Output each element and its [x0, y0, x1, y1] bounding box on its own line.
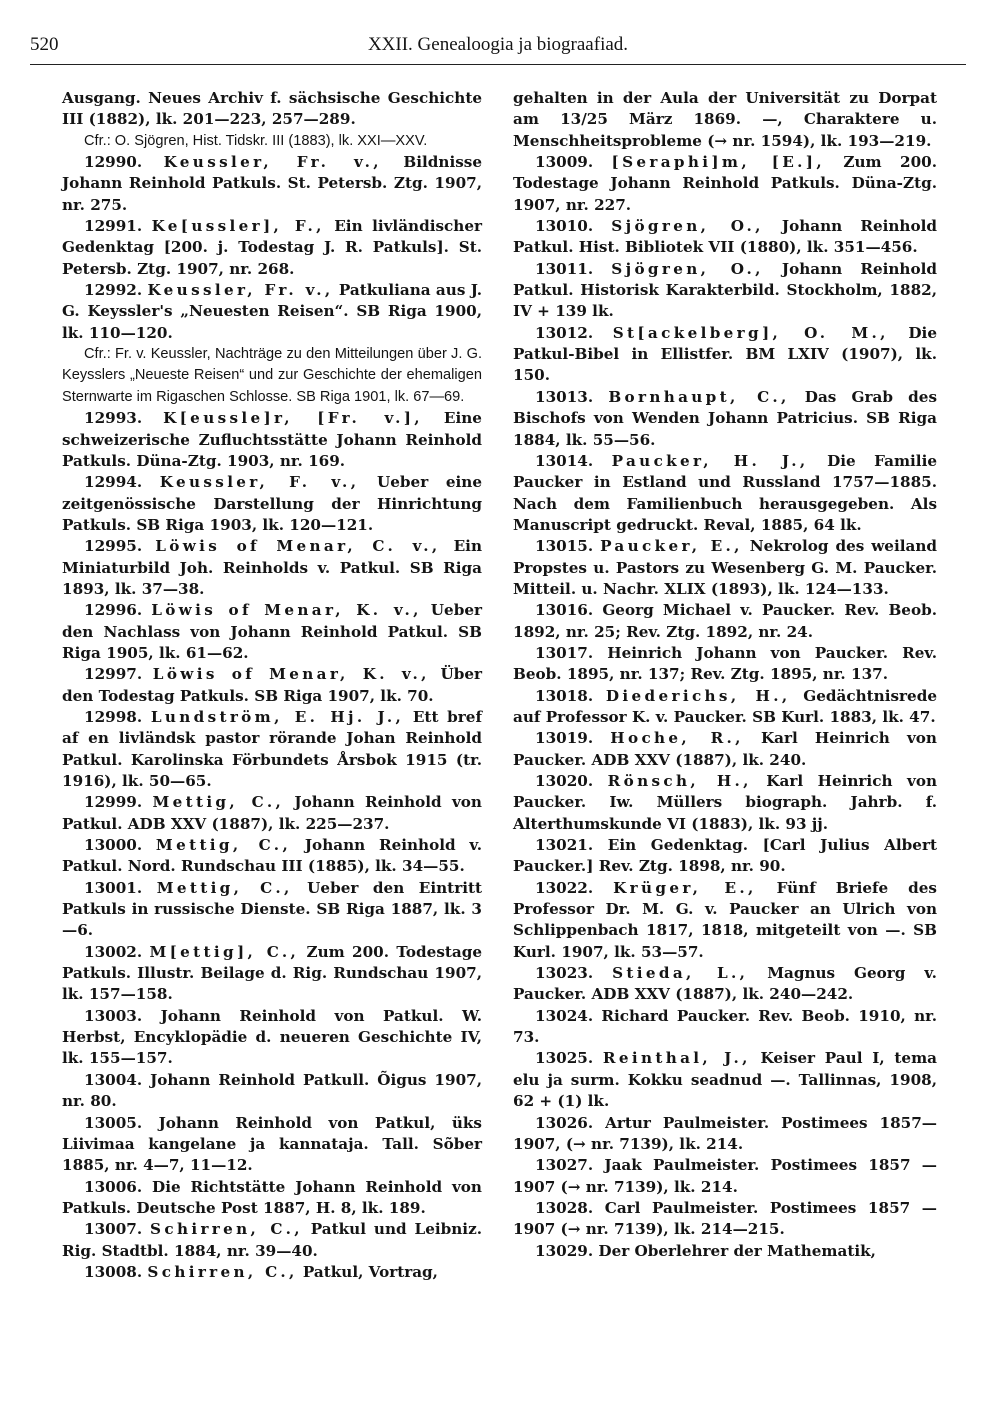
entry-author: Mettig, C., — [152, 793, 285, 812]
entry-number: 13002. — [84, 942, 143, 961]
entry-author: Paucker, E., — [600, 537, 743, 556]
entry-number: 13010. — [535, 217, 594, 236]
bibliography-entry — [62, 280, 482, 344]
entry-number: 13020. — [535, 772, 594, 790]
entry-author: K[eussle]r, [Fr. v.], — [163, 409, 423, 428]
entry-number: 13014. — [535, 451, 594, 470]
entry-author: Sjögren, O., — [611, 217, 764, 236]
bibliography-entry — [62, 152, 482, 216]
entry-number: 13018. — [535, 686, 594, 705]
entry-number: 13009. — [535, 153, 594, 172]
page-header — [30, 34, 966, 65]
entry-number: 13006. — [84, 1177, 143, 1196]
entry-number: 13027. — [535, 1156, 594, 1175]
entry-text: Ausgang. Neues Archiv f. sächsische Geschichte III (1882), lk. 201—223, 257—289. — [62, 89, 482, 129]
entry-number: 13005. — [84, 1113, 143, 1132]
entry-number: 12998. — [84, 707, 143, 726]
entry-text: Patkul, Vortrag, — [302, 1262, 438, 1281]
entry-text: Ein Miniaturbild Joh. Reinholds v. Patkul. SB Riga 1893, lk. 37—38. — [62, 537, 482, 598]
bibliography-entry — [62, 216, 482, 280]
bibliography-entry — [513, 88, 937, 152]
entry-number: 13007. — [84, 1220, 143, 1239]
entry-author: Mettig, C., — [155, 836, 292, 855]
entry-text: Der Oberlehrer der Mathematik, — [598, 1241, 876, 1260]
entry-author: Lundström, E. Hj. J., — [150, 707, 405, 726]
bibliography-entry — [513, 323, 937, 387]
entry-author: Rönsch, H., — [607, 772, 752, 790]
entry-number: 13024. — [535, 1006, 594, 1025]
page-number: 520 — [30, 34, 59, 55]
entry-author: Sjögren, O., — [611, 259, 764, 278]
entry-number: 12997. — [84, 665, 143, 684]
entry-text: Zum 200. Todestage Patkuls. Illustr. Beilage d. Rig. Rundschau 1907, lk. 157—158. — [62, 942, 483, 1004]
entry-text: Johann Reinhold v. Patkul. Nord. Rundschau III (1885), lk. 34—55. — [62, 836, 482, 876]
bibliography-entry — [62, 536, 482, 600]
entry-number: 13004. — [84, 1070, 143, 1089]
entry-text: Johann Reinhold von Patkul. W. Herbst, Encyklopädie d. neueren Geschichte IV, lk. 155—157. — [62, 1006, 482, 1068]
bibliography-entry — [62, 472, 482, 536]
entry-author: Löwis of Menar, C. v., — [155, 537, 441, 556]
bibliography-entry — [513, 451, 937, 536]
bibliography-entry — [513, 1048, 937, 1112]
entry-text: Johann Reinhold Patkul. Hist. Bibliotek VII (1880), lk. 351—456. — [513, 217, 937, 257]
entry-number: 12996. — [84, 601, 143, 620]
bibliography-entry — [513, 835, 937, 878]
bibliography-entry — [62, 131, 482, 152]
entry-author: Ke[ussler], F., — [151, 217, 325, 236]
entry-author: Keussler, F. v., — [159, 473, 360, 492]
entry-author: St[ackelberg], O. M., — [612, 323, 889, 342]
bibliography-entry — [513, 152, 937, 216]
entry-number: 13021. — [535, 836, 594, 855]
entry-text: Johann Reinhold von Patkul, üks Liivimaa kangelane ja kannataja. Tall. Sõber 1885, nr. 4—7, 11—12. — [62, 1113, 482, 1175]
entry-text: Ueber eine zeitgenössische Darstellung der Hinrichtung Patkuls. SB Riga 1903, lk. 120—121. — [62, 473, 482, 534]
bibliography-entry — [513, 963, 937, 1006]
entry-text: Cfr.: Fr. v. Keussler, Nachträge zu den Mitteilungen über J. G. Keysslers „Neueste Reisen“ und zur Geschichte der ehemaligen Sternwarte im Rigaschen Schlosse. SB Riga 1901, lk. 67—69. — [62, 346, 482, 405]
entry-text: Patkuliana aus J. G. Keyssler's „Neuesten Reisen“. SB Riga 1900, lk. 110—120. — [62, 281, 482, 342]
bibliography-entry — [62, 707, 482, 792]
entry-text: Karl Heinrich von Paucker. ADB XXV (1887), lk. 240. — [513, 729, 937, 769]
bibliography-entry — [513, 259, 937, 323]
entry-text: Richard Paucker. Rev. Beob. 1910, nr. 73. — [513, 1006, 938, 1047]
entry-number: 13016. — [535, 601, 594, 620]
bibliography-entry — [62, 1219, 482, 1262]
entry-text: Fünf Briefe des Professor Dr. M. G. v. Paucker an Ulrich von Schlippenbach 1817, 1818, mitgeteilt von —. SB Kurl. 1907, lk. 53—57. — [513, 878, 937, 961]
bibliography-entry — [513, 878, 937, 963]
left-column — [62, 88, 482, 1283]
entry-text: Eine schweizerische Zufluchtsstätte Johann Reinhold Patkuls. Düna-Ztg. 1903, nr. 169. — [62, 409, 482, 470]
entry-author: [Seraphi]m, [E.], — [611, 153, 825, 172]
entry-number: 13001. — [84, 878, 143, 897]
entry-number: 13015. — [535, 537, 594, 556]
entry-author: Paucker, H. J., — [611, 451, 809, 470]
entry-text: Ueber den Eintritt Patkuls in russische Dienste. SB Riga 1887, lk. 3—6. — [62, 878, 482, 940]
entry-text: Artur Paulmeister. Postimees 1857—1907, (→ nr. 7139), lk. 214. — [513, 1113, 937, 1153]
entry-number: 12993. — [84, 409, 143, 428]
entry-text: Carl Paulmeister. Postimees 1857 —1907 (→ nr. 7139), lk. 214—215. — [513, 1198, 937, 1239]
bibliography-entry — [62, 88, 482, 131]
entry-number: 13003. — [84, 1006, 143, 1025]
entry-text: Das Grab des Bischofs von Wenden Johann Patricius. SB Riga 1884, lk. 55—56. — [513, 387, 938, 449]
entry-author: Krüger, E., — [613, 878, 757, 897]
bibliography-entry — [513, 216, 937, 259]
entry-number: 13008. — [84, 1262, 143, 1281]
entry-text: Die Familie Paucker in Estland und Russland 1757—1885. Nach dem Familienbuch herausgegeben. Als Manuscript gedruckt. Reval, 1885, 64 lk. — [513, 451, 938, 534]
entry-text: Johann Reinhold Patkul. Historisk Karakterbild. Stockholm, 1882, IV + 139 lk. — [513, 259, 937, 321]
entry-text: Bildnisse Johann Reinhold Patkuls. St. Petersb. Ztg. 1907, nr. 275. — [62, 153, 482, 214]
bibliography-entry — [513, 643, 937, 686]
bibliography-entry — [62, 344, 482, 408]
entry-author: Keussler, Fr. v., — [147, 281, 334, 300]
entry-text: Cfr.: O. Sjögren, Hist. Tidskr. III (1883), lk. XXI—XXV. — [84, 132, 428, 149]
entry-text: Johann Reinhold von Patkul. ADB XXV (1887), lk. 225—237. — [62, 793, 482, 833]
bibliography-entry — [513, 728, 937, 771]
entry-text: Jaak Paulmeister. Postimees 1857 —1907 (→ nr. 7139), lk. 214. — [513, 1156, 937, 1196]
entry-text: Heinrich Johann von Paucker. Rev. Beob. 1895, nr. 137; Rev. Ztg. 1895, nr. 137. — [513, 643, 937, 684]
entry-number: 13022. — [535, 878, 594, 897]
entry-number: 12999. — [84, 793, 143, 812]
bibliography-entry — [62, 664, 482, 707]
entry-text: Johann Reinhold Patkull. Õigus 1907, nr. 80. — [62, 1070, 482, 1111]
running-head: XXII. Genealoogia ja biograafiad. — [367, 34, 629, 55]
entry-text: Ein livländischer Gedenktag [200. j. Todestag J. R. Patkuls]. St. Petersb. Ztg. 1907, nr. 268. — [62, 217, 482, 278]
entry-text: gehalten in der Aula der Universität zu Dorpat am 13/25 März 1869. —, Charaktere u. Menschheitsprobleme (→ nr. 1594), lk. 193—219. — [513, 89, 937, 150]
bibliography-entry — [513, 1155, 937, 1198]
entry-number: 13026. — [535, 1113, 594, 1132]
entry-author: Mettig, C., — [156, 878, 293, 897]
entry-number: 12994. — [84, 473, 143, 492]
entry-number: 12992. — [84, 281, 143, 300]
entry-text: Ett bref af en livländsk pastor rörande Johan Reinhold Patkul. Karolinska Förbundets Årsbok 1915 (tr. 1916), lk. 50—65. — [62, 707, 482, 790]
bibliography-entry — [62, 835, 482, 878]
entry-author: Bornhaupt, C., — [608, 387, 790, 406]
entry-text: Georg Michael v. Paucker. Rev. Beob. 1892, nr. 25; Rev. Ztg. 1892, nr. 24. — [513, 601, 937, 641]
entry-text: Karl Heinrich von Paucker. Iw. Müllers biograph. Jahrb. f. Alterthumskunde VI (1883), lk. 93 jj. — [513, 772, 937, 833]
entry-number: 13000. — [84, 836, 143, 855]
entry-text: Die Patkul-Bibel in Ellistfer. BM LXIV (1907), lk. 150. — [513, 323, 937, 385]
bibliography-entry — [513, 1113, 937, 1156]
entry-number: 13017. — [535, 643, 594, 662]
entry-author: Schirren, C., — [150, 1220, 303, 1239]
entry-text: Ueber den Nachlass von Johann Reinhold Patkul. SB Riga 1905, lk. 61—62. — [62, 601, 482, 662]
entry-number: 13023. — [535, 964, 594, 983]
bibliography-entry — [62, 1006, 482, 1070]
entry-number: 12991. — [84, 217, 143, 236]
bibliography-entry — [62, 942, 482, 1006]
bibliography-entry — [513, 1006, 937, 1049]
bibliography-entry — [62, 1177, 482, 1220]
entry-text: Ein Gedenktag. [Carl Julius Albert Paucker.] Rev. Ztg. 1898, nr. 90. — [513, 836, 937, 876]
entry-author: Stieda, L., — [612, 964, 749, 983]
bibliography-entry — [62, 878, 482, 942]
bibliography-entry — [62, 1070, 482, 1113]
entry-text: Keiser Paul I, tema elu ja surm. Kokku seadnud —. Tallinnas, 1908, 62 + (1) lk. — [513, 1049, 937, 1111]
entry-author: Keussler, Fr. v., — [163, 153, 382, 172]
bibliography-entry — [513, 1198, 937, 1241]
bibliography-entry — [62, 600, 482, 664]
entry-number: 12995. — [84, 537, 143, 556]
entry-text: Gedächtnisrede auf Professor K. v. Paucker. SB Kurl. 1883, lk. 47. — [513, 686, 937, 726]
bibliography-entry — [513, 387, 937, 451]
bibliography-entry — [62, 792, 482, 835]
bibliography-entry — [513, 686, 937, 729]
right-column — [513, 88, 937, 1262]
entry-author: Löwis of Menar, K. v., — [152, 665, 430, 684]
entry-text: Zum 200. Todestage Johann Reinhold Patkuls. Düna-Ztg. 1907, nr. 227. — [513, 153, 937, 214]
entry-number: 12990. — [84, 153, 143, 172]
entry-number: 13025. — [535, 1049, 594, 1068]
entry-number: 13029. — [535, 1241, 594, 1260]
entry-text: Nekrolog des weiland Propstes u. Pastors zu Wesenberg G. M. Paucker. Mitteil. u. Nachr. XLIX (1893), lk. 124—133. — [513, 537, 938, 598]
entry-text: Die Richtstätte Johann Reinhold von Patkuls. Deutsche Post 1887, H. 8, lk. 189. — [62, 1177, 482, 1217]
bibliography-entry — [62, 408, 482, 472]
entry-author: Reinthal, J., — [602, 1049, 751, 1068]
bibliography-entry — [513, 600, 937, 643]
entry-number: 13012. — [535, 323, 594, 342]
entry-author: M[ettig], C., — [149, 942, 300, 961]
entry-text: Über den Todestag Patkuls. SB Riga 1907, lk. 70. — [62, 665, 482, 705]
bibliography-entry — [62, 1262, 482, 1283]
entry-number: 13028. — [535, 1198, 594, 1217]
entry-author: Schirren, C., — [147, 1262, 298, 1281]
entry-text: Magnus Georg v. Paucker. ADB XXV (1887), lk. 240—242. — [513, 964, 937, 1004]
entry-author: Diederichs, H., — [605, 686, 791, 705]
bibliography-entry — [513, 1241, 937, 1262]
entry-author: Hoche, R., — [610, 729, 744, 748]
bibliography-entry — [62, 1113, 482, 1177]
bibliography-entry — [513, 771, 937, 835]
bibliography-entry — [513, 536, 937, 600]
entry-number: 13019. — [535, 729, 594, 748]
entry-text: Patkul und Leibniz. Rig. Stadtbl. 1884, nr. 39—40. — [62, 1220, 482, 1260]
entry-author: Löwis of Menar, K. v., — [151, 601, 422, 620]
entry-number: 13011. — [535, 259, 594, 278]
entry-number: 13013. — [535, 387, 594, 406]
